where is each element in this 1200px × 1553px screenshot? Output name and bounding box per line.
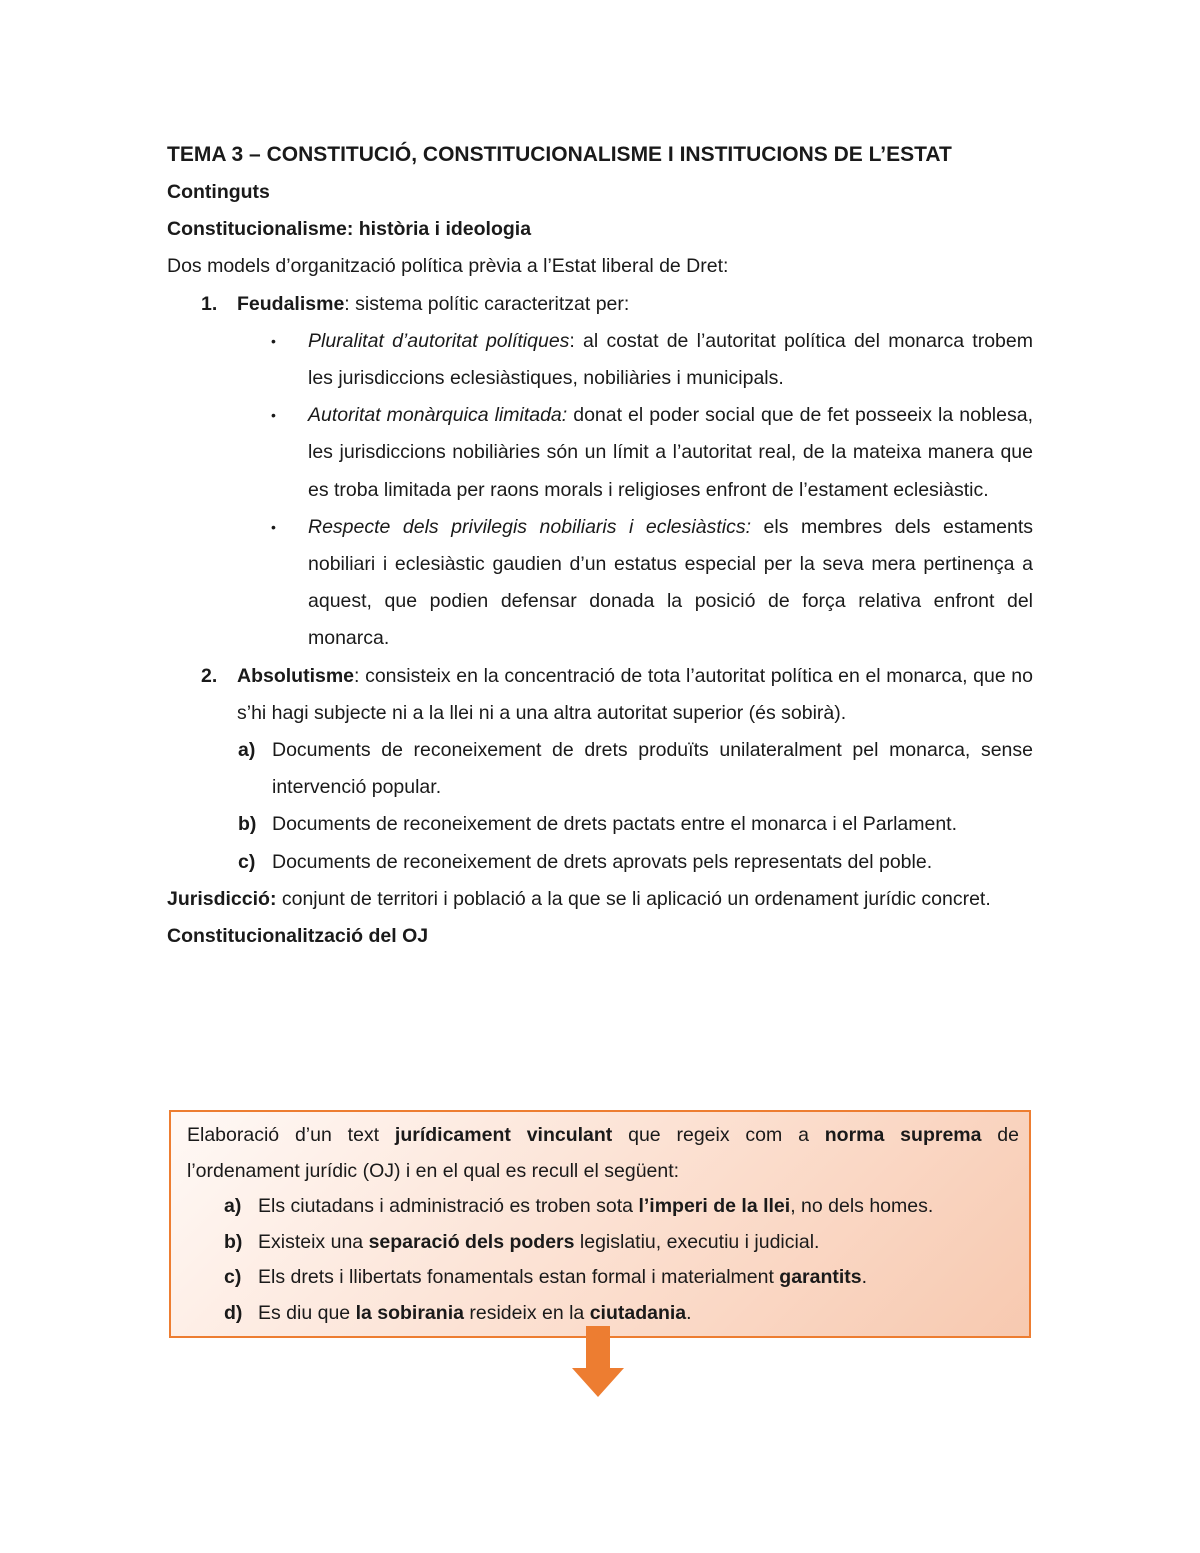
box-item-text: .	[861, 1266, 868, 1288]
lettered-item	[167, 844, 1033, 881]
box-item-text: Els drets i llibertats fonamentals estan formal i materialment	[258, 1266, 780, 1288]
term-absolutisme: Absolutisme	[237, 664, 355, 687]
bullet-text: donat el poder social que de fet posseeix la noblesa, les jurisdiccions nobiliàries són un límit a l’autoritat real, de la mateixa manera que es troba limitada per raons morals i religioses enfront de l’estament eclesiàstic.	[308, 404, 1033, 501]
feudalisme-text: : sistema polític caracteritzat per:	[344, 292, 630, 315]
box-item-bold: garantits	[779, 1266, 862, 1288]
box-intro-bold: jurídicament vinculant	[394, 1124, 613, 1146]
bullet-item	[167, 509, 1033, 658]
box-item-text: Existeix una	[258, 1230, 369, 1253]
box-item-text: legislatiu, executiu i judicial.	[574, 1230, 820, 1253]
list-number: 1.	[201, 292, 218, 315]
letter-text: Documents de reconeixement de drets aprovats pels representats del poble.	[272, 850, 933, 873]
box-item-bold: la sobirania	[355, 1301, 464, 1324]
arrow-head	[572, 1368, 624, 1397]
arrow-shaft	[586, 1326, 610, 1370]
definition-box	[169, 1110, 1031, 1338]
bullet-term: Autoritat monàrquica limitada:	[308, 404, 568, 427]
bullet-term: Pluralitat d’autoritat polítiques	[308, 329, 570, 352]
document-title: TEMA 3 – CONSTITUCIÓ, CONSTITUCIONALISME I INSTITUCIONS DE L’ESTAT	[167, 143, 952, 166]
box-item-text: Els ciutadans i administració es troben sota	[258, 1195, 639, 1217]
bullet-term: Respecte dels privilegis nobiliaris i eclesiàstics:	[308, 515, 751, 538]
bullet-text: : al costat de l’autoritat política del monarca trobem les jurisdiccions eclesiàstiques, nobiliàries i municipals.	[308, 329, 1033, 390]
box-item-text: , no dels homes.	[790, 1195, 934, 1217]
document-body	[167, 135, 1033, 955]
list-item-feudalisme	[167, 286, 1033, 323]
box-item-bold: ciutadania	[589, 1301, 687, 1324]
box-item-text: Es diu que	[258, 1301, 356, 1324]
intro-paragraph: Dos models d’organització política prèvia a l’Estat liberal de Dret:	[167, 255, 729, 278]
letter-marker: a)	[238, 739, 256, 762]
box-item-bold: l’imperi de la llei	[638, 1195, 791, 1217]
letter-text: Documents de reconeixement de drets produïts unilateralment pel monarca, sense intervenció popular.	[272, 739, 1033, 799]
list-item-absolutisme	[167, 658, 1033, 732]
letter-marker: c)	[238, 850, 256, 873]
box-intro-part: de l’ordenament jurídic (OJ) i en el qual es recull el següent:	[187, 1124, 1019, 1182]
box-item	[187, 1225, 1019, 1261]
box-intro-part: que regeix com a	[612, 1124, 825, 1146]
box-item-text: resideix en la	[463, 1301, 590, 1324]
letter-marker: b)	[224, 1230, 243, 1253]
letter-marker: b)	[238, 813, 257, 836]
bullet-item	[167, 397, 1033, 509]
bullet-item	[167, 323, 1033, 397]
letter-marker: c)	[224, 1266, 242, 1288]
jurisdiccio-paragraph	[167, 881, 1033, 918]
lettered-item	[167, 732, 1033, 806]
bullet-icon: •	[271, 332, 276, 349]
box-item-bold: separació dels poders	[368, 1230, 575, 1253]
term-jurisdiccio: Jurisdicció:	[167, 887, 277, 910]
list-number: 2.	[201, 664, 218, 687]
absolutisme-text: : consisteix en la concentració de tota l’autoritat política en el monarca, que no s’hi hagi subjecte ni a la llei ni a una altra autoritat superior (és sobirà).	[237, 664, 1033, 724]
heading-constitucionalitzacio: Constitucionalització del OJ	[167, 925, 429, 948]
heading-constitucionalisme: Constitucionalisme: història i ideologia	[167, 218, 532, 241]
bullet-icon: •	[271, 407, 276, 424]
box-item	[187, 1260, 1019, 1296]
box-item-text: .	[686, 1301, 692, 1324]
lettered-item	[167, 806, 1033, 843]
heading-continguts: Continguts	[167, 181, 270, 203]
box-intro	[187, 1118, 1019, 1189]
jurisdiccio-text: conjunt de territori i població a la que se li aplicació un ordenament jurídic concret.	[276, 887, 991, 910]
box-intro-part: Elaboració d’un text	[187, 1124, 395, 1146]
term-feudalisme: Feudalisme	[237, 292, 345, 315]
box-intro-bold: norma suprema	[824, 1124, 982, 1146]
definition-box-content	[187, 1118, 1019, 1331]
bullet-text: els membres dels estaments nobiliari i eclesiàstic gaudien d’un estatus especial per la seva mera pertinença a aquest, que podien defensar donada la posició de força relativa enfront del monarca.	[308, 515, 1033, 650]
bullet-icon: •	[271, 518, 276, 535]
box-item	[187, 1189, 1019, 1225]
letter-marker: d)	[224, 1301, 243, 1324]
letter-marker: a)	[224, 1195, 242, 1217]
letter-text: Documents de reconeixement de drets pactats entre el monarca i el Parlament.	[272, 813, 958, 836]
arrow-down-icon	[571, 1326, 625, 1398]
